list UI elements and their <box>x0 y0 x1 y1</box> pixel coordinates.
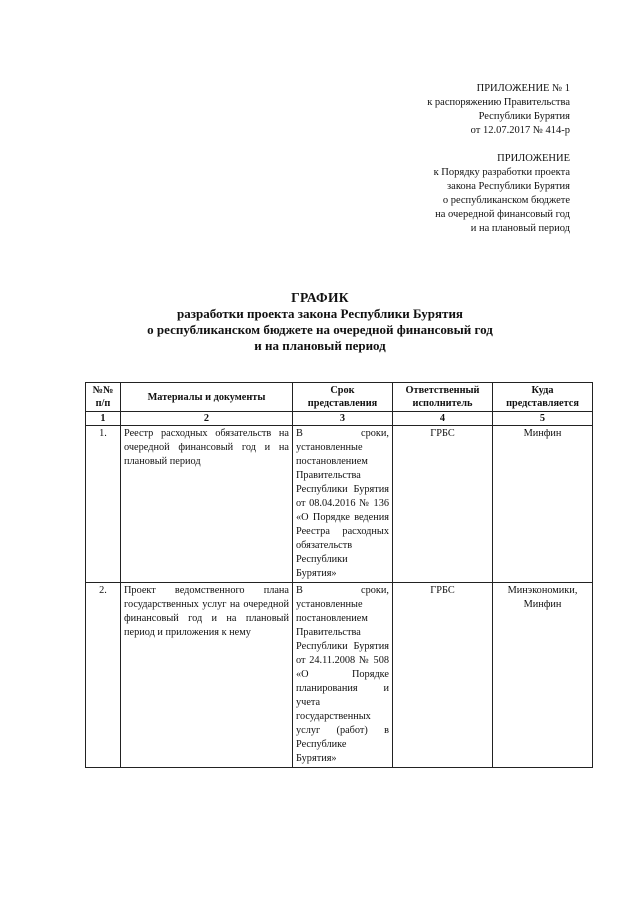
appendix-2-title: ПРИЛОЖЕНИЕ <box>497 153 570 164</box>
appendix-1-header <box>427 82 570 138</box>
appendix-2-line: на очередной финансовый год <box>435 209 570 220</box>
column-number: 3 <box>293 412 393 426</box>
column-number: 5 <box>493 412 593 426</box>
column-number-row <box>86 412 593 426</box>
row-term: В сроки, установленные постановлением Правительства Республики Бурятия от 24.11.2008 № 508 «О Порядке планирования и учета государственных услуг (работ) в Республике Бурятия» <box>293 583 393 768</box>
table-row <box>86 426 593 583</box>
column-number: 1 <box>86 412 121 426</box>
row-number: 1. <box>86 426 121 583</box>
document-subtitle-line: о республиканском бюджете на очередной финансовый год <box>147 322 493 337</box>
header-number: №№ п/п <box>86 383 121 412</box>
header-term: Срок представления <box>293 383 393 412</box>
appendix-1-line: Республики Бурятия <box>478 111 570 122</box>
document-subtitle-line: разработки проекта закона Республики Бурятия <box>177 306 463 321</box>
header-materials: Материалы и документы <box>121 383 293 412</box>
table-header-row <box>86 383 593 412</box>
column-number: 2 <box>121 412 293 426</box>
appendix-2-header <box>434 152 570 236</box>
row-term: В сроки, установленные постановлением Правительства Республики Бурятия от 08.04.2016 № 136 «О Порядке ведения Реестра расходных обязательств Республики Бурятия» <box>293 426 393 583</box>
appendix-2-line: и на плановый период <box>470 223 570 234</box>
row-number: 2. <box>86 583 121 768</box>
appendix-1-title: ПРИЛОЖЕНИЕ № 1 <box>476 83 570 94</box>
document-subtitle-line: и на плановый период <box>254 338 386 353</box>
schedule-table <box>85 382 593 768</box>
row-material: Реестр расходных обязательств на очередной финансовый год и на плановый период <box>121 426 293 583</box>
column-number: 4 <box>393 412 493 426</box>
row-destination: Минфин <box>493 426 593 583</box>
document-title: ГРАФИК <box>291 290 349 305</box>
table-row <box>86 583 593 768</box>
document-title-block <box>0 290 640 354</box>
appendix-2-line: к Порядку разработки проекта <box>433 167 570 178</box>
appendix-2-line: о республиканском бюджете <box>442 195 570 206</box>
row-destination: Минэкономики, Минфин <box>493 583 593 768</box>
appendix-2-line: закона Республики Бурятия <box>447 181 570 192</box>
header-executor: Ответственный исполнитель <box>393 383 493 412</box>
header-destination: Куда представляется <box>493 383 593 412</box>
row-executor: ГРБС <box>393 426 493 583</box>
appendix-1-date: от 12.07.2017 № 414-р <box>470 125 570 136</box>
row-material: Проект ведомственного плана государственных услуг на очередной финансовый год и на плановый период и приложения к нему <box>121 583 293 768</box>
appendix-1-line: к распоряжению Правительства <box>427 97 570 108</box>
row-executor: ГРБС <box>393 583 493 768</box>
